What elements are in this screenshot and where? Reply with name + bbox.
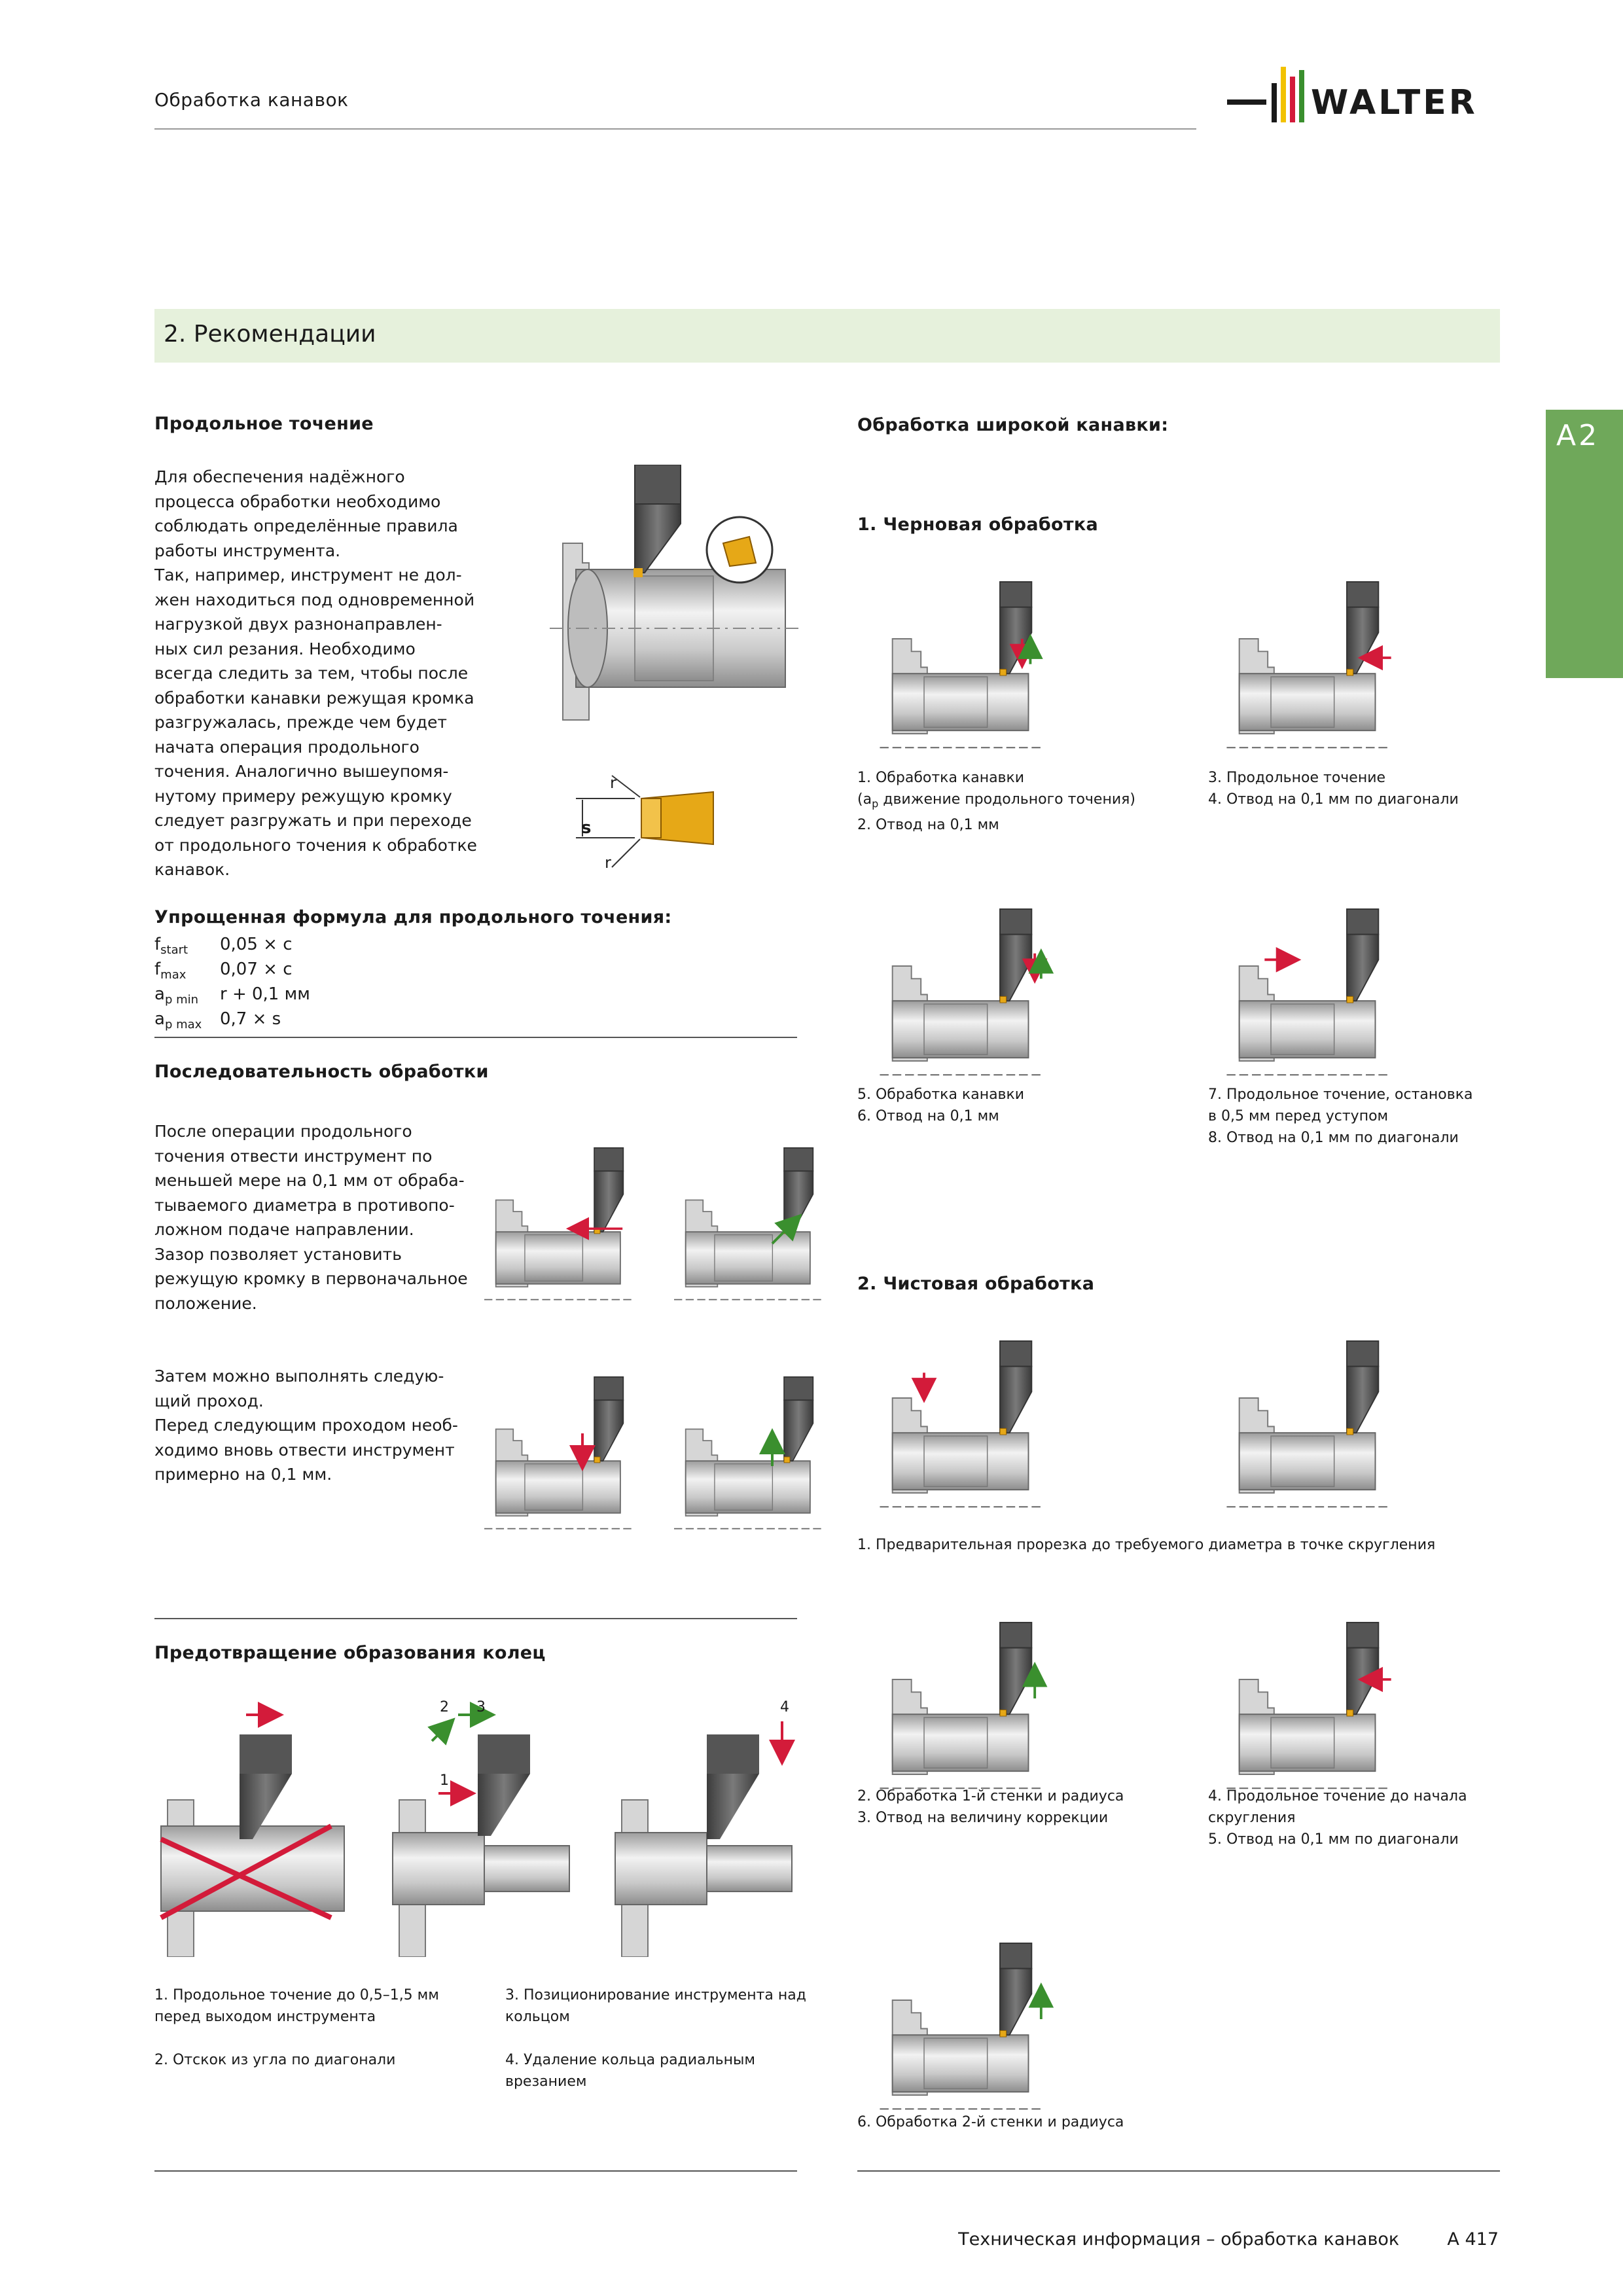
rings-captions-left: 1. Продольное точение до 0,5–1,5 мм перед выходом инструмента 2. Отскок из угла по диагонали bbox=[154, 1987, 439, 2068]
roughing-figure-4 bbox=[1204, 890, 1414, 1080]
finishing-figure-3 bbox=[857, 1604, 1067, 1793]
walter-logo bbox=[1227, 60, 1502, 132]
rings-label-4: 4 bbox=[780, 1699, 789, 1715]
rings-figure-3 bbox=[609, 1695, 805, 1957]
rings-heading: Предотвращение образования колец bbox=[154, 1643, 546, 1663]
formula-symbol: a bbox=[154, 984, 165, 1004]
footer-rule bbox=[857, 2170, 1500, 2172]
finishing-figure-2 bbox=[1204, 1322, 1414, 1512]
formula-value: r + 0,1 мм bbox=[220, 984, 310, 1004]
formula-value: 0,07 × c bbox=[220, 960, 293, 979]
rings-figure-1 bbox=[154, 1695, 351, 1957]
formula-row bbox=[154, 960, 293, 982]
formula-subscript: p min bbox=[164, 993, 199, 1007]
formula-value: 0,7 × s bbox=[220, 1009, 281, 1029]
formula-symbol: a bbox=[154, 1009, 165, 1029]
formula-row bbox=[154, 935, 293, 958]
page-number: A 417 bbox=[1447, 2229, 1499, 2250]
roughing-caption-2: 3. Продольное точение 4. Отвод на 0,1 мм по диагонали bbox=[1208, 770, 1459, 808]
formula-symbol: f bbox=[154, 935, 161, 954]
roughing-figure-3 bbox=[857, 890, 1067, 1080]
rule-1 bbox=[154, 1037, 797, 1038]
roughing-figure-2 bbox=[1204, 563, 1414, 753]
side-tab-label: A2 bbox=[1556, 419, 1600, 452]
roughing-heading: 1. Черновая обработка bbox=[857, 514, 1098, 535]
longitudinal-heading: Продольное точение bbox=[154, 414, 374, 434]
formula-symbol: f bbox=[154, 960, 161, 979]
rule-2 bbox=[154, 1618, 797, 1619]
rings-label-3: 3 bbox=[476, 1699, 486, 1715]
finishing-heading: 2. Чистовая обработка bbox=[857, 1274, 1095, 1294]
finishing-figure-5 bbox=[857, 1924, 1067, 2114]
sequence-figure-1 bbox=[484, 1119, 635, 1316]
formula-row bbox=[154, 1009, 281, 1032]
roughing-caption-4: 7. Продольное точение, остановка в 0,5 мм перед уступом 8. Отвод на 0,1 мм по диагонали bbox=[1208, 1086, 1473, 1146]
rings-label-2: 2 bbox=[440, 1699, 449, 1715]
rings-label-1: 1 bbox=[440, 1772, 449, 1789]
sequence-heading: Последовательность обработки bbox=[154, 1062, 489, 1082]
finishing-caption-4: 6. Обработка 2-й стенки и радиуса bbox=[857, 2114, 1124, 2130]
header-title: Обработка канавок bbox=[154, 89, 349, 111]
roughing-figure-1 bbox=[857, 563, 1067, 753]
rings-captions-right: 3. Позиционирование инструмента над кольцом 4. Удаление кольца радиальным врезанием bbox=[505, 1987, 806, 2090]
sequence-text-2: Затем можно выполнять следую- щий проход. Перед следующим проходом необ- ходимо вновь отвести инструмент примерно на 0,1 мм. bbox=[154, 1367, 458, 1484]
finishing-caption-1: 1. Предварительная прорезка до требуемого диаметра в точке скругления bbox=[857, 1537, 1436, 1553]
formula-subscript: max bbox=[160, 968, 187, 982]
footer-title: Техническая информация – обработка канавок bbox=[958, 2229, 1400, 2250]
rule-3 bbox=[154, 2170, 797, 2172]
formula-value: 0,05 × c bbox=[220, 935, 293, 954]
finishing-figure-4 bbox=[1204, 1604, 1414, 1793]
roughing-caption-3: 5. Обработка канавки 6. Отвод на 0,1 мм bbox=[857, 1086, 1025, 1124]
label-r-bottom: r bbox=[605, 853, 611, 872]
formula-subscript: p max bbox=[164, 1018, 202, 1032]
sequence-figure-4 bbox=[674, 1348, 825, 1545]
longitudinal-figure bbox=[550, 465, 798, 726]
wide-groove-heading: Обработка широкой канавки: bbox=[857, 415, 1169, 435]
finishing-caption-3: 4. Продольное точение до начала скругления 5. Отвод на 0,1 мм по диагонали bbox=[1208, 1788, 1467, 1848]
sequence-text-1: После операции продольного точения отвести инструмент по меньшей мере на 0,1 мм от обраба- тываемого диаметра в противопо- ложном подаче направлении. Зазор позволяет установить режущую кромку в первоначальное положение. bbox=[154, 1122, 468, 1313]
finishing-caption-2: 2. Обработка 1-й стенки и радиуса 3. Отвод на величину коррекции bbox=[857, 1788, 1124, 1826]
finishing-figure-1 bbox=[857, 1322, 1067, 1512]
formula-subscript: start bbox=[160, 943, 188, 958]
sequence-figure-3 bbox=[484, 1348, 635, 1545]
logo-text: WALTER bbox=[1311, 83, 1478, 122]
label-s: s bbox=[581, 818, 592, 838]
roughing-caption-1: 1. Обработка канавки ($a_p$ движение продольного точения) 2. Отвод на 0,1 мм bbox=[857, 770, 1135, 834]
rings-figure-2 bbox=[386, 1695, 582, 1957]
footer bbox=[958, 2229, 1499, 2250]
label-r-top: r bbox=[610, 774, 616, 792]
formula-heading: Упрощенная формула для продольного точения: bbox=[154, 907, 672, 927]
longitudinal-text: Для обеспечения надёжного процесса обработки необходимо соблюдать определённые правила работы инструмента. Так, например, инструмент не дол- жен находиться под одновременной нагрузкой двух разнонаправлен- ных сил резания. Необходимо всегда следить за тем, чтобы после обработки канавки режущая кромка разгружалась, прежде чем будет начата операция продольного точения. Аналогично вышеупомя- нутому примеру режущую кромку следует разгружать и при переходе от продольного точения к обработке канавок. bbox=[154, 467, 477, 879]
section-title: 2. Рекомендации bbox=[164, 321, 376, 348]
header-rule bbox=[154, 128, 1196, 130]
sequence-figure-2 bbox=[674, 1119, 825, 1316]
formula-row bbox=[154, 984, 310, 1007]
